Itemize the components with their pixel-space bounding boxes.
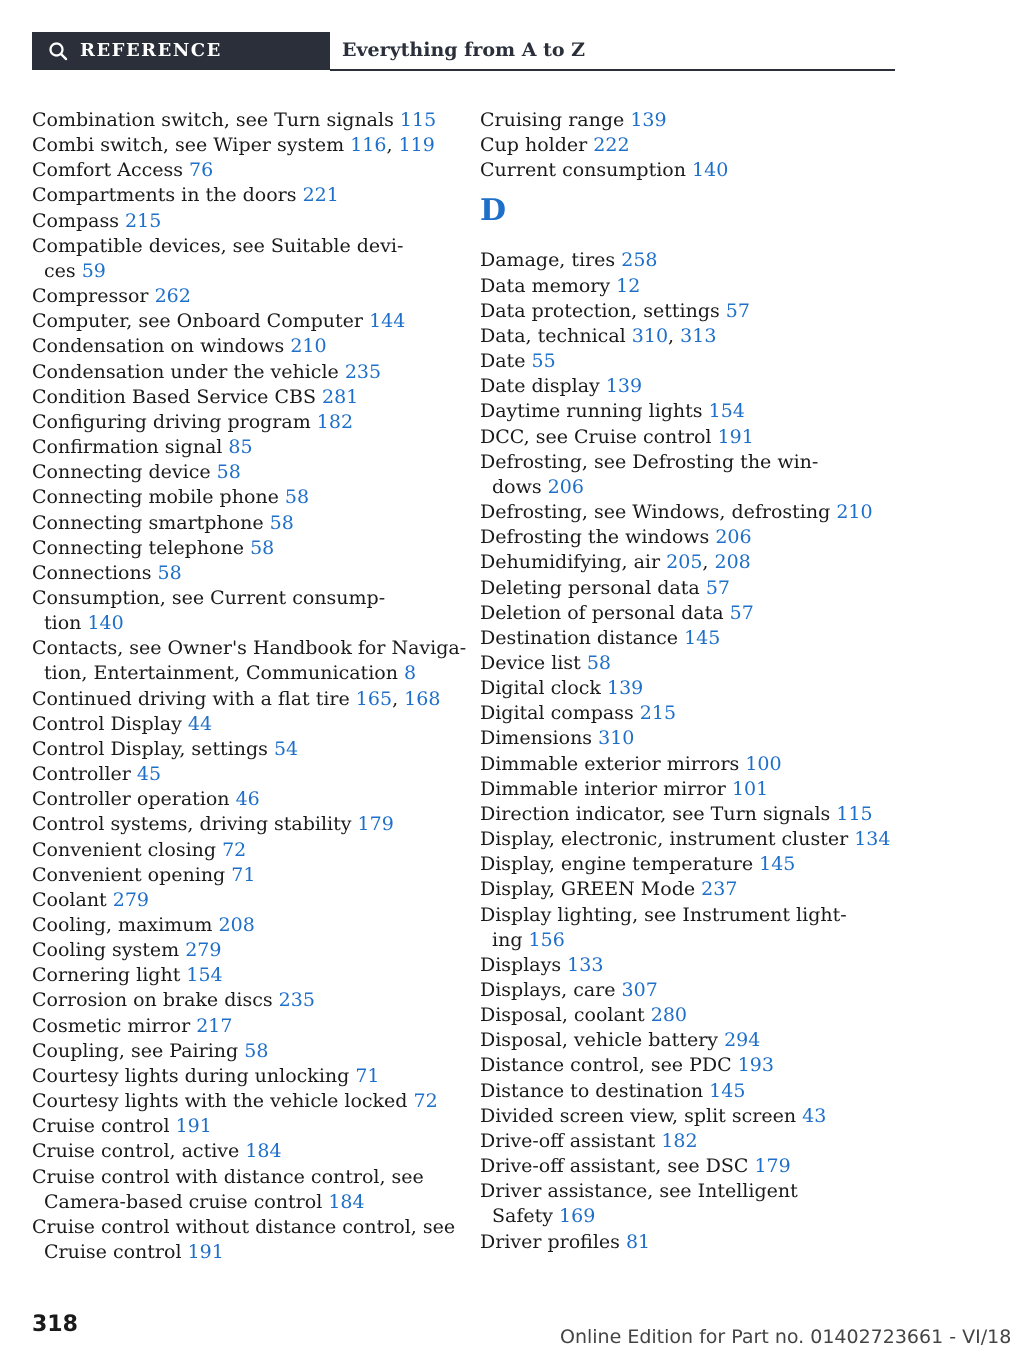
entry-term: Configuring driving program xyxy=(32,410,311,433)
footer-edition: Online Edition for Part no. 01402723661 - VI/18 xyxy=(560,1326,1011,1348)
page-link[interactable]: 8 xyxy=(404,662,417,685)
index-entry xyxy=(32,1139,452,1164)
index-entry xyxy=(32,963,452,988)
entry-term: Drive-off assistant, see DSC xyxy=(480,1155,749,1178)
entry-term: Data memory xyxy=(480,274,611,297)
page-link[interactable]: 280 xyxy=(650,1004,688,1027)
page-link[interactable]: 193 xyxy=(737,1054,774,1077)
page-link[interactable]: 191 xyxy=(187,1241,224,1264)
entry-term: Convenient closing xyxy=(32,838,217,861)
page-link[interactable]: 154 xyxy=(708,400,745,423)
index-entry xyxy=(480,1154,900,1179)
index-entry xyxy=(32,838,452,863)
entry-term: Continued driving with a flat tire xyxy=(32,687,350,710)
page-number: 318 xyxy=(32,1312,78,1337)
page-link[interactable]: 310 xyxy=(598,727,635,750)
entry-term: Cruise control xyxy=(44,1241,182,1264)
page-link[interactable]: 54 xyxy=(273,737,299,760)
index-entry xyxy=(32,284,452,309)
page-link[interactable]: 58 xyxy=(284,486,310,509)
index-entry xyxy=(480,525,900,550)
page-link[interactable]: 210 xyxy=(836,501,873,524)
index-entry xyxy=(480,726,900,751)
page-link[interactable]: 58 xyxy=(586,651,611,674)
entry-term: Courtesy lights with the vehicle locked xyxy=(32,1090,408,1113)
index-entry xyxy=(32,410,452,435)
page-link[interactable]: 184 xyxy=(328,1190,365,1213)
search-icon xyxy=(48,41,68,61)
entry-term: Consumption, see Current consump- xyxy=(32,586,386,609)
page-link[interactable]: 140 xyxy=(87,612,124,635)
index-entry xyxy=(480,877,900,902)
entry-term: Connecting device xyxy=(32,461,211,484)
index-column-right xyxy=(480,108,900,1255)
page-link[interactable]: 279 xyxy=(185,939,222,962)
entry-term: Defrosting, see Defrosting the win- xyxy=(480,450,819,473)
entry-term: Display, GREEN Mode xyxy=(480,878,696,901)
page-link[interactable]: 310 xyxy=(631,324,669,347)
page-link[interactable]: 139 xyxy=(630,109,667,131)
page-link[interactable]: 210 xyxy=(290,335,327,358)
entry-term: Distance control, see PDC xyxy=(480,1054,732,1077)
entry-term: tion, Entertainment, Communication xyxy=(44,662,398,685)
page-link[interactable]: 168 xyxy=(404,687,441,710)
page-link[interactable]: 134 xyxy=(854,828,891,851)
entry-term: Divided screen view, split screen xyxy=(480,1104,797,1127)
page-link[interactable]: 215 xyxy=(639,702,677,725)
index-entry xyxy=(32,913,452,938)
page-link[interactable]: 58 xyxy=(216,461,241,484)
page-link[interactable]: 12 xyxy=(616,274,641,297)
entry-term: Condensation under the vehicle xyxy=(32,360,339,383)
index-entry xyxy=(32,1014,452,1039)
entry-term: Cruise control xyxy=(32,1115,170,1138)
page-link[interactable]: 144 xyxy=(369,310,406,333)
index-entry xyxy=(32,485,452,510)
entry-term: dows xyxy=(492,475,542,498)
entry-term: Connections xyxy=(32,561,152,584)
entry-term: Courtesy lights during unlocking xyxy=(32,1064,350,1087)
index-entry xyxy=(480,626,900,651)
index-entry xyxy=(480,1104,900,1129)
page-link[interactable]: 115 xyxy=(836,802,873,825)
page-link[interactable]: 133 xyxy=(567,953,604,976)
entry-term: Displays xyxy=(480,953,562,976)
entry-term: Data protection, settings xyxy=(480,299,720,322)
entry-term: Compressor xyxy=(32,285,149,308)
page-link[interactable]: 72 xyxy=(222,838,247,861)
entry-term: DCC, see Cruise control xyxy=(480,425,712,448)
page-link[interactable]: 169 xyxy=(559,1205,596,1228)
index-entry xyxy=(480,802,900,827)
index-entry xyxy=(32,712,452,737)
page-link[interactable]: 208 xyxy=(714,551,751,574)
entry-term: ing xyxy=(492,928,523,951)
page-link[interactable]: 179 xyxy=(357,813,394,836)
page-link[interactable]: 71 xyxy=(355,1064,380,1087)
entry-term: Connecting mobile phone xyxy=(32,486,279,509)
page-link[interactable]: 313 xyxy=(680,324,717,347)
entry-term: Compass xyxy=(32,209,119,232)
index-entry xyxy=(32,863,452,888)
index-entry xyxy=(480,158,900,183)
page-link[interactable]: 59 xyxy=(81,259,106,282)
page-link[interactable]: 165 xyxy=(355,687,393,710)
index-entry xyxy=(32,1215,456,1265)
section-tab[interactable] xyxy=(32,32,330,70)
page-link[interactable]: 55 xyxy=(531,350,556,373)
page-link[interactable]: 208 xyxy=(218,914,255,936)
entry-term: Coolant xyxy=(32,888,107,911)
index-entry xyxy=(480,1129,900,1154)
index-entry xyxy=(32,360,452,385)
index-entry xyxy=(32,1039,452,1064)
page-link[interactable]: 191 xyxy=(717,425,754,448)
entry-term: Driver assistance, see Intelligent xyxy=(480,1180,798,1203)
index-entry xyxy=(32,183,452,208)
index-entry xyxy=(480,425,900,450)
index-entry xyxy=(480,1230,900,1255)
entry-term: Data, technical xyxy=(480,324,626,347)
page-link[interactable]: 45 xyxy=(136,763,162,786)
entry-term: Cornering light xyxy=(32,964,181,987)
entry-term: Combination switch, see Turn signals xyxy=(32,109,394,131)
index-entry xyxy=(480,903,900,953)
page-link[interactable]: 81 xyxy=(625,1230,651,1253)
entry-term: Daytime running lights xyxy=(480,400,703,423)
page-link[interactable]: 58 xyxy=(157,561,182,584)
page-link[interactable]: 57 xyxy=(729,601,754,624)
entry-term: Date xyxy=(480,350,526,373)
entry-term: Controller operation xyxy=(32,788,230,811)
index-group-d xyxy=(480,248,900,1254)
index-entry xyxy=(32,511,452,536)
entry-term: Convenient opening xyxy=(32,863,226,886)
entry-term: Controller xyxy=(32,763,131,786)
page-link[interactable]: 279 xyxy=(112,888,150,911)
index-entry xyxy=(480,248,900,273)
index-entry xyxy=(480,500,900,525)
page-link[interactable]: 116 xyxy=(350,134,387,157)
entry-term: Coupling, see Pairing xyxy=(32,1039,239,1062)
entry-term: Driver profiles xyxy=(480,1230,620,1253)
index-entry xyxy=(32,888,452,913)
entry-term: Compartments in the doors xyxy=(32,184,297,207)
index-entry: Data, technical 310, 313 xyxy=(480,324,717,347)
index-entry xyxy=(480,651,900,676)
page-link[interactable]: 100 xyxy=(745,752,782,775)
page-link[interactable]: 139 xyxy=(607,677,644,700)
index-entry xyxy=(480,1179,900,1229)
page-link[interactable]: 294 xyxy=(724,1029,761,1052)
entry-term: Disposal, coolant xyxy=(480,1004,645,1027)
entry-term: Connecting telephone xyxy=(32,536,245,559)
index-entry xyxy=(32,435,452,460)
page-link[interactable]: 182 xyxy=(661,1129,698,1152)
entry-term: Date display xyxy=(480,375,600,398)
index-entry xyxy=(480,374,900,399)
page-link[interactable]: 217 xyxy=(196,1014,233,1037)
index-entry xyxy=(32,988,452,1013)
page-link[interactable]: 206 xyxy=(715,526,752,549)
entry-term: Cup holder xyxy=(480,134,588,157)
index-entry xyxy=(32,586,452,636)
page-link[interactable]: 76 xyxy=(189,159,214,182)
entry-term: Current consumption xyxy=(480,159,686,182)
page-link[interactable]: 57 xyxy=(725,299,750,322)
entry-term: Confirmation signal xyxy=(32,436,223,459)
entry-term: Defrosting the windows xyxy=(480,526,710,549)
index-entry xyxy=(480,953,900,978)
entry-term: ces xyxy=(44,259,76,282)
page-link[interactable]: 58 xyxy=(244,1039,269,1062)
page-title: Everything from A to Z xyxy=(342,39,586,61)
entry-term: Dimmable exterior mirrors xyxy=(480,752,740,775)
index-entry xyxy=(32,536,452,561)
index-entry xyxy=(480,274,900,299)
index-column-left xyxy=(32,108,467,1265)
entry-term: Connecting smartphone xyxy=(32,511,264,534)
index-entry xyxy=(480,1028,900,1053)
index-entry xyxy=(32,234,452,284)
index-entry xyxy=(32,762,452,787)
entry-term: Cooling system xyxy=(32,939,180,962)
page-link[interactable]: 222 xyxy=(593,134,630,157)
entry-term: Cosmetic mirror xyxy=(32,1014,191,1037)
index-entry xyxy=(32,460,452,485)
index-entry xyxy=(32,1165,452,1215)
entry-term: Distance to destination xyxy=(480,1079,704,1102)
entry-term: Defrosting, see Windows, defrosting xyxy=(480,501,831,524)
index-entry xyxy=(480,676,900,701)
page-link[interactable]: 281 xyxy=(322,385,359,408)
index-entry xyxy=(32,334,452,359)
entry-term: Drive-off assistant xyxy=(480,1129,656,1152)
header-rule xyxy=(330,69,895,71)
page-link[interactable]: 119 xyxy=(398,134,435,157)
index-entry xyxy=(480,349,900,374)
page-link[interactable]: 235 xyxy=(278,989,315,1012)
entry-term: Camera-based cruise control xyxy=(44,1190,323,1213)
index-entry xyxy=(32,636,467,686)
entry-term: Condition Based Service CBS xyxy=(32,385,316,408)
page-link[interactable]: 205 xyxy=(666,551,703,574)
entry-term: Destination distance xyxy=(480,626,679,649)
entry-term: Cooling, maximum xyxy=(32,914,213,936)
entry-term: Contacts, see Owner's Handbook for Naviga- xyxy=(32,637,467,660)
index-group-c-continued xyxy=(480,108,900,183)
index-entry xyxy=(32,787,452,812)
index-entry xyxy=(480,299,900,324)
entry-term: Comfort Access xyxy=(32,159,183,182)
section-letter: D xyxy=(480,193,507,229)
page-link[interactable]: 72 xyxy=(413,1090,438,1113)
page-link[interactable]: 184 xyxy=(245,1140,282,1163)
entry-term: Deletion of personal data xyxy=(480,601,724,624)
index-entry: Continued driving with a flat tire 165, 168 xyxy=(32,687,441,710)
entry-term: Corrosion on brake discs xyxy=(32,989,273,1012)
entry-term: Control systems, driving stability xyxy=(32,813,352,836)
page-link[interactable]: 46 xyxy=(235,788,260,811)
index-entry xyxy=(32,938,452,963)
page-link[interactable]: 58 xyxy=(250,536,275,559)
entry-term: Computer, see Onboard Computer xyxy=(32,310,364,333)
page-link[interactable]: 140 xyxy=(692,159,729,182)
page-link[interactable]: 101 xyxy=(731,777,769,800)
page-link[interactable]: 85 xyxy=(228,436,253,459)
index-entry xyxy=(480,852,900,877)
index-entry xyxy=(480,576,900,601)
index-entry xyxy=(480,978,900,1003)
page-link[interactable]: 115 xyxy=(399,109,437,131)
page-link[interactable]: 215 xyxy=(125,209,162,232)
entry-term: Damage, tires xyxy=(480,249,616,272)
entry-term: Digital clock xyxy=(480,677,601,700)
page-link[interactable]: 145 xyxy=(759,853,796,876)
entry-term: Cruising range xyxy=(480,109,625,131)
entry-term: Condensation on windows xyxy=(32,335,285,358)
index-entry xyxy=(480,1079,900,1104)
page-link[interactable]: 57 xyxy=(705,576,730,599)
index-entry xyxy=(480,827,900,852)
page-link[interactable]: 179 xyxy=(754,1155,791,1178)
entry-term: Displays, care xyxy=(480,979,616,1001)
page-link[interactable]: 71 xyxy=(231,863,256,886)
entry-term: Deleting personal data xyxy=(480,576,700,599)
index-entry xyxy=(480,1003,900,1028)
entry-term: Control Display, settings xyxy=(32,737,268,760)
index-entry xyxy=(32,561,452,586)
entry-term: Dimmable interior mirror xyxy=(480,777,726,800)
index-entry xyxy=(480,777,900,802)
section-label: REFERENCE xyxy=(80,40,222,61)
page-header xyxy=(32,32,895,72)
page-link[interactable]: 206 xyxy=(547,475,584,498)
index-entry xyxy=(32,158,452,183)
index-entry xyxy=(32,385,452,410)
index-entry xyxy=(32,1064,452,1089)
entry-term: Display lighting, see Instrument light- xyxy=(480,903,847,926)
index-entry xyxy=(480,1053,900,1078)
entry-term: Dehumidifying, air xyxy=(480,551,661,574)
index-entry: Dehumidifying, air 205, 208 xyxy=(480,551,751,574)
page-link[interactable]: 307 xyxy=(621,979,658,1001)
entry-term: Display, electronic, instrument cluster xyxy=(480,828,849,851)
entry-term: Direction indicator, see Turn signals xyxy=(480,802,831,825)
page-link[interactable]: 191 xyxy=(175,1115,212,1138)
index-entry xyxy=(480,399,900,424)
entry-term: Compatible devices, see Suitable devi- xyxy=(32,234,404,257)
entry-term: Display, engine temperature xyxy=(480,853,754,876)
entry-term: Safety xyxy=(492,1205,553,1228)
page-link[interactable]: 237 xyxy=(701,878,738,901)
entry-term: Combi switch, see Wiper system xyxy=(32,134,345,157)
index-entry xyxy=(32,309,452,334)
index-entry xyxy=(32,812,452,837)
page-link[interactable]: 182 xyxy=(316,410,354,433)
index-entry xyxy=(32,737,452,762)
page-link[interactable]: 156 xyxy=(528,928,565,951)
page-link[interactable]: 154 xyxy=(186,964,223,987)
page-link[interactable]: 44 xyxy=(187,712,213,735)
index-entry xyxy=(32,209,452,234)
index-entry xyxy=(480,108,900,133)
index-entry xyxy=(480,133,900,158)
entry-term: Cruise control, active xyxy=(32,1140,240,1163)
entry-term: Control Display xyxy=(32,712,182,735)
entry-term: tion xyxy=(44,612,82,635)
page-link[interactable]: 235 xyxy=(344,360,382,383)
index-entry xyxy=(480,601,900,626)
index-entry: Combi switch, see Wiper system 116, 119 xyxy=(32,134,435,157)
index-entry xyxy=(32,1114,452,1139)
page-link[interactable]: 262 xyxy=(154,285,191,308)
index-entry xyxy=(480,450,900,500)
index-entry xyxy=(480,701,900,726)
page-link[interactable]: 221 xyxy=(302,184,339,207)
page-link[interactable]: 43 xyxy=(802,1104,827,1127)
page-link[interactable]: 145 xyxy=(709,1079,746,1102)
entry-term: Disposal, vehicle battery xyxy=(480,1029,719,1052)
entry-term: Cruise control with distance control, see xyxy=(32,1165,424,1188)
index-entry xyxy=(480,752,900,777)
entry-term: Cruise control without distance control, see xyxy=(32,1215,456,1238)
page-link[interactable]: 58 xyxy=(269,511,294,534)
entry-term: Device list xyxy=(480,651,581,674)
entry-term: Digital compass xyxy=(480,702,634,725)
index-entry xyxy=(32,1089,452,1114)
index-entry xyxy=(32,108,452,133)
page-link[interactable]: 139 xyxy=(605,375,643,398)
page-link[interactable]: 145 xyxy=(684,626,721,649)
page-link[interactable]: 258 xyxy=(621,249,658,272)
entry-term: Dimensions xyxy=(480,727,593,750)
